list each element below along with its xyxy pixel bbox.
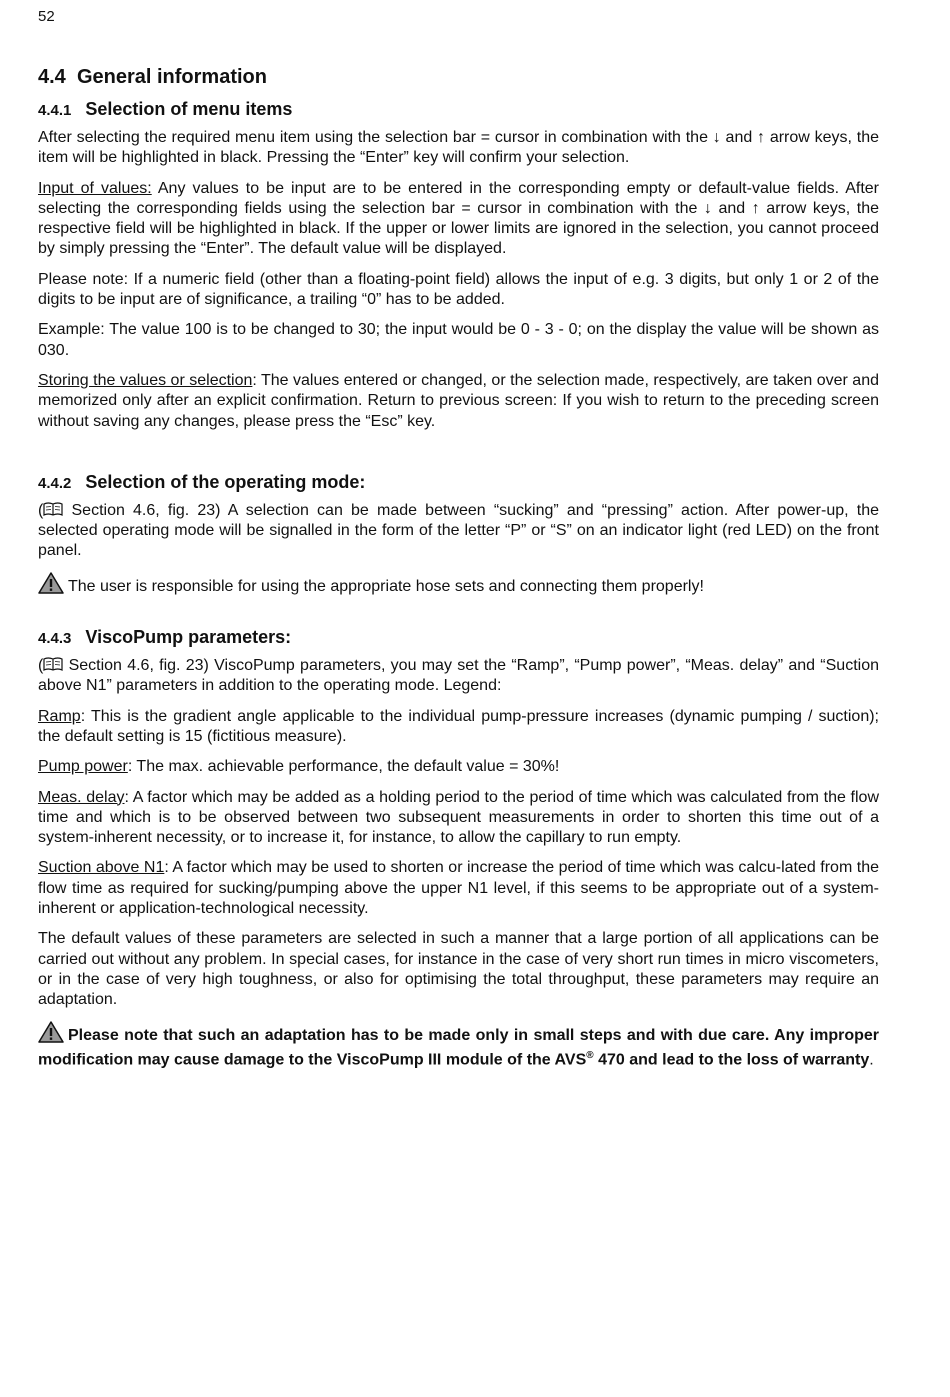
book-icon: [43, 657, 63, 671]
term-label: Storing the values or selection: [38, 371, 253, 389]
page-number: 52: [38, 8, 55, 25]
warning-adaptation: Please note that such an adaptation has to be made only in small steps and with due care. Any improper modification may cause damage to the ViscoPump III module of the AVS® 470 and lead to the loss of warranty.: [38, 1021, 879, 1071]
term-text: : The values entered or changed, or the selection made, respectively, are taken over and memorized only after an explicit confirmation. Return to previous screen: If you wish to return to the preceding screen without saving any changes, please press the “Esc” key.: [38, 371, 879, 430]
section-title: General information: [76, 66, 267, 88]
subsection-heading-viscopump: [38, 627, 879, 648]
paragraph-suction: [38, 858, 879, 919]
paragraph-input-of-values: [38, 179, 879, 260]
term-label: Suction above N1: [38, 859, 165, 877]
subsection-title: ViscoPump parameters:: [85, 627, 292, 648]
paragraph-operating-mode: ( Section 4.6, fig. 23) A selection can be made between “sucking” and “pressing” action. After power-up, the selected operating mode will be signalled in the form of the letter “P” or “S” on an indicator light (red LED) on the front panel.: [38, 501, 879, 560]
warning-icon: [38, 1021, 64, 1043]
subsection-number: 4.4.1: [38, 102, 72, 119]
term-label: Meas. delay: [38, 788, 125, 806]
warning-icon: [38, 572, 64, 594]
subsection-title: Selection of the operating mode:: [85, 471, 366, 492]
term-label: Input of values:: [38, 179, 152, 197]
paragraph-ramp: [38, 707, 879, 748]
warning-hose-sets: The user is responsible for using the appropriate hose sets and connecting them properly!: [38, 572, 879, 597]
subsection-heading-operating-mode: [38, 472, 879, 493]
term-label: Pump power: [38, 758, 128, 776]
section-heading: [38, 66, 879, 89]
section-number: 4.4: [38, 66, 66, 88]
paragraph-meas-delay: [38, 788, 879, 849]
term-label: Ramp: [38, 707, 81, 725]
subsection-heading-menu-items: [38, 99, 879, 120]
paragraph-storing: [38, 371, 879, 432]
paragraph-viscopump: ( Section 4.6, fig. 23) ViscoPump parameters, you may set the “Ramp”, “Pump power”, “Meas. delay” and “Suction above N1” parameters in addition to the operating mode. Legend:: [38, 657, 879, 695]
paragraph: After selecting the required menu item using the selection bar = cursor in combination with the ↓ and ↑ arrow keys, the item will be highlighted in black. Pressing the “Enter” key will confirm your selection.: [38, 129, 879, 167]
term-text: : This is the gradient angle applicable to the individual pump-pressure increases (dynamic pumping / suction); the default setting is 15 (fictitious measure).: [38, 707, 879, 745]
paragraph-example: Example: The value 100 is to be changed to 30; the input would be 0 - 3 - 0; on the display the value will be shown as 030.: [38, 321, 879, 359]
paragraph-note: Please note: If a numeric field (other than a floating-point field) allows the input of e.g. 3 digits, but only 1 or 2 of the digits to be input are of significance, a trailing “0” has to be added.: [38, 270, 879, 309]
subsection-number: 4.4.2: [38, 474, 72, 492]
subsection-number: 4.4.3: [38, 630, 72, 648]
book-icon: [43, 502, 63, 516]
paragraph-pump-power: [38, 757, 879, 777]
term-text: : A factor which may be used to shorten or increase the period of time which was calcu-lated from the flow time as required for sucking/pumping above the upper N1 level, if this seems to be appropriate out of a system-inherent or application-technological necessity.: [38, 859, 879, 918]
term-text: : The max. achievable performance, the default value = 30%!: [127, 758, 560, 776]
page-content: [38, 66, 879, 1080]
term-text: Any values to be input are to be entered in the corresponding empty or default-value fields. After selecting the corresponding fields using the selection bar = cursor in combination with the ↓ and ↑ arrow keys, the respective field will be highlighted in black. If the upper or lower limits are ignored in the selection, you cannot proceed by simply pressing the “Enter”. The default value will be displayed.: [38, 179, 879, 258]
subsection-title: Selection of menu items: [85, 99, 293, 119]
paragraph-default-values: The default values of these parameters are selected in such a manner that a large portion of all applications can be carried out without any problem. In special cases, for instance in the case of very short run times in micro viscometers, or in the case of very high toughness, or also for optimising the total throughput, these parameters may require an adaptation.: [38, 930, 879, 1009]
term-text: : A factor which may be added as a holding period to the period of time which was calculated from the flow time and which is to be observed between two subsequent measurements in order to shorten this time out of a system-inherent necessity, or to increase it, for instance, to allow the capillary to run empty.: [38, 788, 880, 847]
